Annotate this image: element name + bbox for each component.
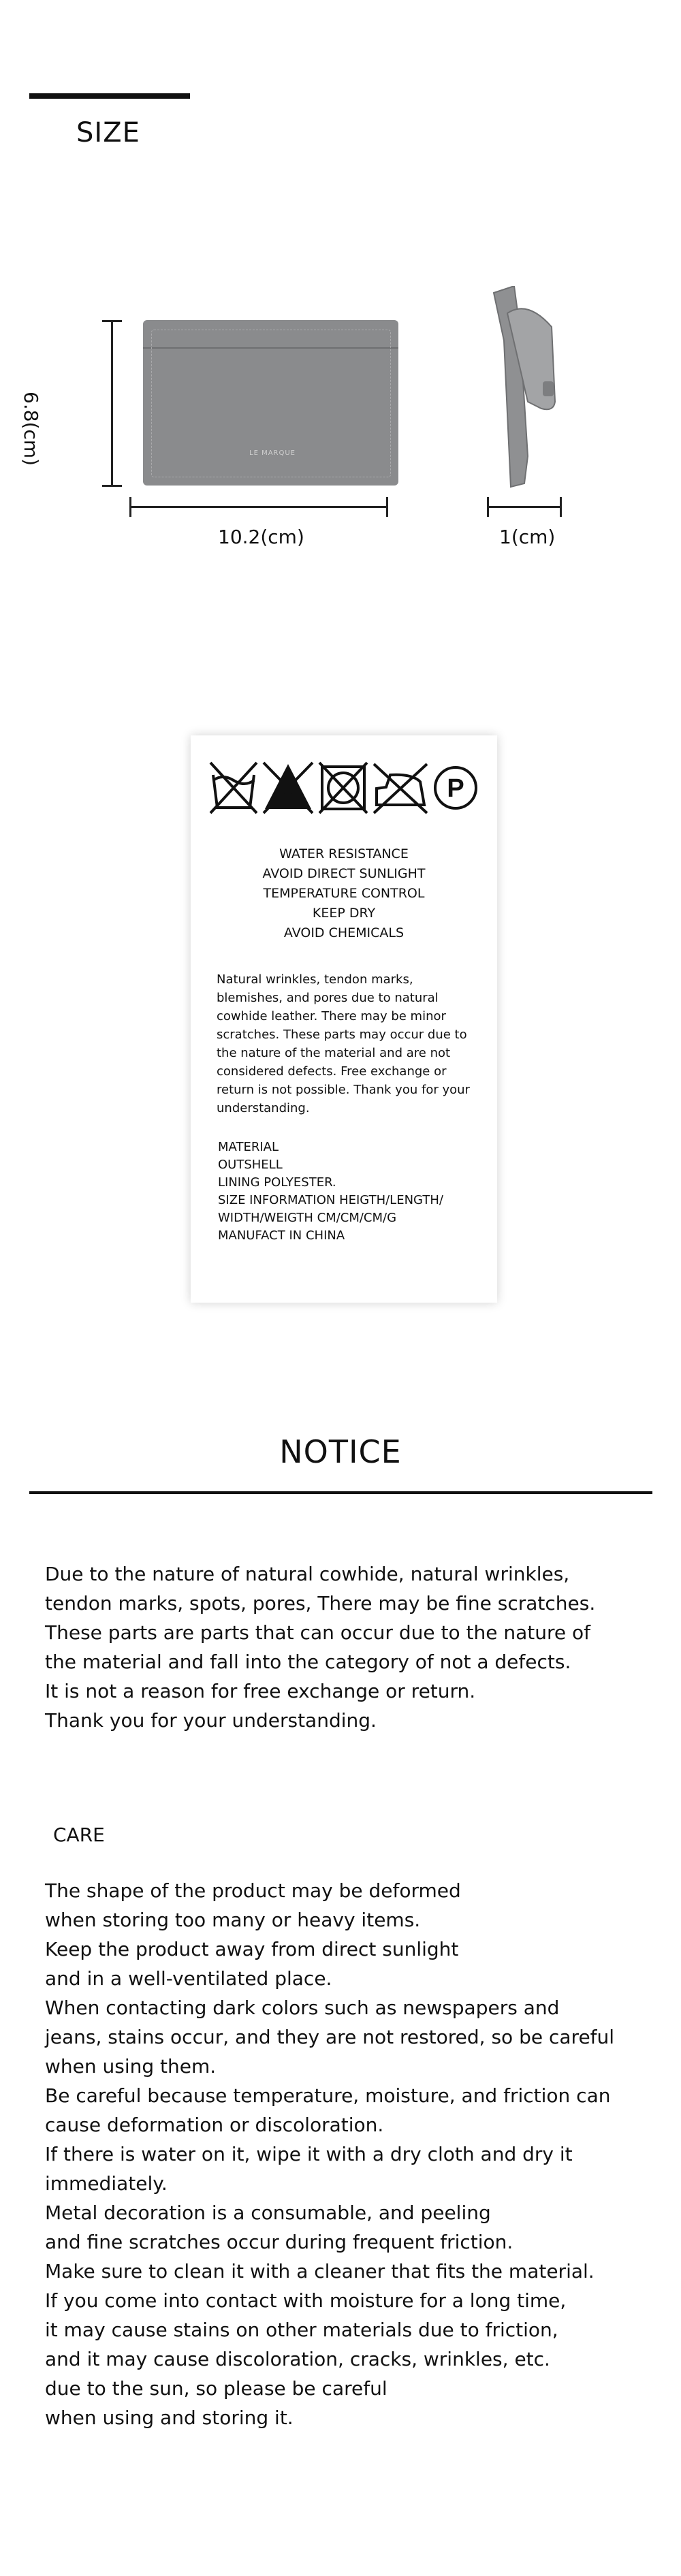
care-line: When contacting dark colors such as newspapers and (45, 1997, 560, 2019)
tag-material-info (218, 1139, 484, 1245)
no-iron-icon (374, 764, 427, 813)
notice-paragraph (45, 1559, 658, 1735)
care-line: it may cause stains on other materials due to friction, (45, 2319, 558, 2341)
tag-material-line: SIZE INFORMATION HEIGTH/LENGTH/ (218, 1193, 443, 1207)
card-holder-logo: LE MARQUE (249, 449, 296, 457)
tag-material-line: LINING POLYESTER. (218, 1175, 336, 1190)
tag-warning-line: TEMPERATURE CONTROL (263, 886, 425, 901)
height-dimension-cap-top (102, 320, 122, 322)
depth-dimension-line (487, 506, 562, 508)
dry-clean-p-letter: P (447, 774, 464, 803)
tag-paragraph-line: understanding. (217, 1101, 310, 1115)
tag-warning-line: AVOID CHEMICALS (283, 925, 405, 940)
depth-dimension-cap-left (487, 497, 489, 517)
depth-label: 1(cm) (499, 526, 556, 548)
height-label: 6.8(cm) (20, 392, 42, 466)
care-line: when storing too many or heavy items. (45, 1909, 421, 1931)
width-label: 10.2(cm) (218, 526, 304, 548)
notice-divider (29, 1491, 652, 1494)
tag-paragraph-line: considered defects. Free exchange or (217, 1064, 447, 1079)
care-line: If there is water on it, wipe it with a dry cloth and dry it (45, 2143, 573, 2165)
tag-warning-line: AVOID DIRECT SUNLIGHT (262, 866, 426, 881)
notice-line: tendon marks, spots, pores, There may be fine scratches. (45, 1592, 596, 1615)
dry-clean-p-icon (435, 767, 476, 808)
notice-line: the material and fall into the category of not a defects. (45, 1651, 571, 1673)
width-dimension-line (129, 506, 388, 508)
tag-material-line: MATERIAL (218, 1140, 279, 1154)
size-title: SIZE (76, 117, 140, 148)
care-line: Keep the product away from direct sunlight (45, 1938, 459, 1960)
care-line: and in a well-ventilated place. (45, 1967, 332, 1990)
no-wash-icon (210, 763, 257, 813)
no-bleach-icon (264, 763, 313, 813)
care-line: If you come into contact with moisture for a long time, (45, 2289, 567, 2312)
notice-line: Due to the nature of natural cowhide, natural wrinkles, (45, 1563, 570, 1585)
care-line: and fine scratches occur during frequent friction. (45, 2231, 513, 2253)
care-line: immediately. (45, 2172, 168, 2195)
care-line: jeans, stains occur, and they are not restored, so be careful (45, 2026, 615, 2048)
care-line: due to the sun, so please be careful (45, 2377, 387, 2400)
depth-dimension-cap-right (560, 497, 562, 517)
top-divider-bar (29, 93, 190, 99)
care-line: and it may cause discoloration, cracks, wrinkles, etc. (45, 2348, 550, 2370)
care-line: when using them. (45, 2055, 217, 2078)
tag-material-line: MANUFACT IN CHINA (218, 1228, 345, 1243)
tag-warning-line: KEEP DRY (312, 906, 376, 921)
tag-material-line: OUTSHELL (218, 1158, 283, 1172)
notice-line: It is not a reason for free exchange or return. (45, 1680, 476, 1702)
card-holder-side-image (487, 286, 569, 490)
care-line: The shape of the product may be deformed (45, 1879, 461, 1902)
notice-line: Thank you for your understanding. (45, 1709, 377, 1732)
notice-title: NOTICE (279, 1433, 402, 1470)
tag-warning-line: WATER RESISTANCE (279, 846, 409, 861)
tag-warnings (191, 844, 497, 943)
tag-paragraph-line: scratches. These parts may occur due to (217, 1028, 467, 1042)
width-dimension-cap-right (386, 497, 388, 517)
tag-paragraph-line: return is not possible. Thank you for your (217, 1083, 470, 1097)
no-tumble-dry-icon (319, 763, 367, 813)
care-icons-row (208, 754, 480, 816)
care-line: Make sure to clean it with a cleaner that fits the material. (45, 2260, 595, 2283)
tag-paragraph-line: Natural wrinkles, tendon marks, (217, 972, 413, 987)
height-dimension-line (111, 320, 113, 487)
width-dimension-cap-left (129, 497, 131, 517)
notice-line: These parts are parts that can occur due to the nature of (45, 1621, 590, 1644)
care-paragraph (45, 1876, 658, 2432)
tag-material-line: WIDTH/WEIGTH CM/CM/CM/G (218, 1211, 397, 1225)
tag-paragraph (217, 970, 479, 1117)
tag-paragraph-line: the nature of the material and are not (217, 1046, 451, 1060)
care-line: when using and storing it. (45, 2406, 294, 2429)
care-line: Be careful because temperature, moisture, and friction can (45, 2084, 611, 2107)
care-line: cause deformation or discoloration. (45, 2114, 384, 2136)
care-title: CARE (53, 1824, 105, 1846)
height-dimension-cap-bottom (102, 485, 122, 487)
care-line: Metal decoration is a consumable, and peeling (45, 2201, 491, 2224)
tag-paragraph-line: blemishes, and pores due to natural (217, 991, 439, 1005)
tag-paragraph-line: cowhide leather. There may be minor (217, 1009, 446, 1023)
